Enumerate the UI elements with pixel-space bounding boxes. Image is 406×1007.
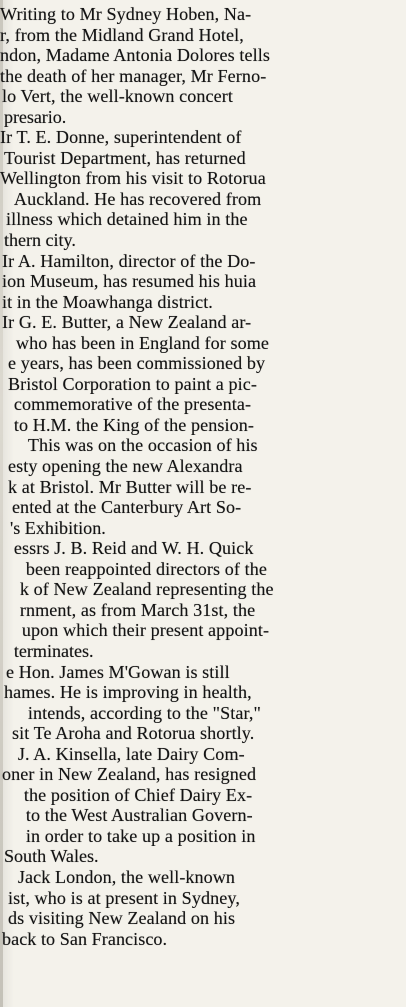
article-line: been reappointed directors of the	[25, 558, 267, 579]
article-line: 's Exhibition.	[9, 517, 106, 538]
article-line: ds visiting New Zealand on his	[7, 908, 236, 929]
article-line: upon which their present appoint-	[21, 620, 270, 641]
article-line: in order to take up a position in	[25, 825, 256, 846]
article-line: to H.M. the King of the pension-	[13, 414, 254, 435]
article-line: Bristol Corporation to paint a pic-	[7, 373, 257, 394]
article-line: essrs J. B. Reid and W. H. Quick	[13, 538, 254, 559]
article-line: Ir G. E. Butter, a New Zealand ar-	[1, 312, 252, 333]
article-line: sit Te Aroha and Rotorua shortly.	[11, 723, 255, 744]
article-line: who has been in England for some	[15, 332, 270, 353]
article-line: k at Bristol. Mr Butter will be re-	[7, 476, 252, 497]
article-line: the death of her manager, Mr Ferno-	[0, 65, 267, 86]
article-line: rnment, as from March 31st, the	[19, 599, 256, 620]
article-line: intends, according to the "Star,"	[27, 702, 261, 723]
article-line: J. A. Kinsella, late Dairy Com-	[17, 743, 245, 764]
article-line: esty opening the new Alexandra	[7, 456, 243, 477]
article-line: Ir A. Hamilton, director of the Do-	[1, 250, 256, 271]
article-line: Writing to Mr Sydney Hoben, Na-	[0, 4, 252, 24]
article-line: thern city.	[3, 230, 76, 251]
article-line: k of New Zealand representing the	[19, 579, 274, 600]
article-line: ion Museum, has resumed his huia	[1, 271, 257, 292]
article-line: to the West Australian Govern-	[25, 805, 253, 826]
article-line: Jack London, the well-known	[17, 866, 236, 887]
article-line: presario.	[3, 106, 67, 127]
article-line: the position of Chief Dairy Ex-	[23, 784, 253, 805]
article-line: e years, has been commissioned by	[7, 353, 266, 374]
article-text-column	[0, 4, 404, 949]
article-line: This was on the occasion of his	[27, 435, 258, 456]
article-line: Auckland. He has recovered from	[13, 188, 262, 209]
article-line: Tourist Department, has returned	[3, 147, 246, 168]
article-line: South Wales.	[3, 846, 99, 867]
article-line: Wellington from his visit to Rotorua	[0, 168, 266, 189]
article-line: oner in New Zealand, has resigned	[1, 764, 257, 785]
article-line: ented at the Canterbury Art So-	[11, 497, 242, 518]
article-line: lo Vert, the well-known concert	[1, 86, 233, 107]
article-line: back to San Francisco.	[1, 928, 168, 949]
article-line: hames. He is improving in health,	[3, 682, 252, 703]
article-line: commemorative of the presenta-	[13, 394, 252, 415]
article-line: Ir T. E. Donne, superintendent of	[0, 127, 242, 148]
article-line: r, from the Midland Grand Hotel,	[0, 24, 244, 45]
article-line: terminates.	[13, 640, 94, 661]
article-line: illness which detained him in the	[5, 209, 248, 230]
article-line: ist, who is at present in Sydney,	[7, 887, 240, 908]
article-line: it in the Moawhanga district.	[1, 291, 213, 312]
article-line: ndon, Madame Antonia Dolores tells	[0, 45, 270, 66]
article-line: e Hon. James M'Gowan is still	[5, 661, 230, 682]
